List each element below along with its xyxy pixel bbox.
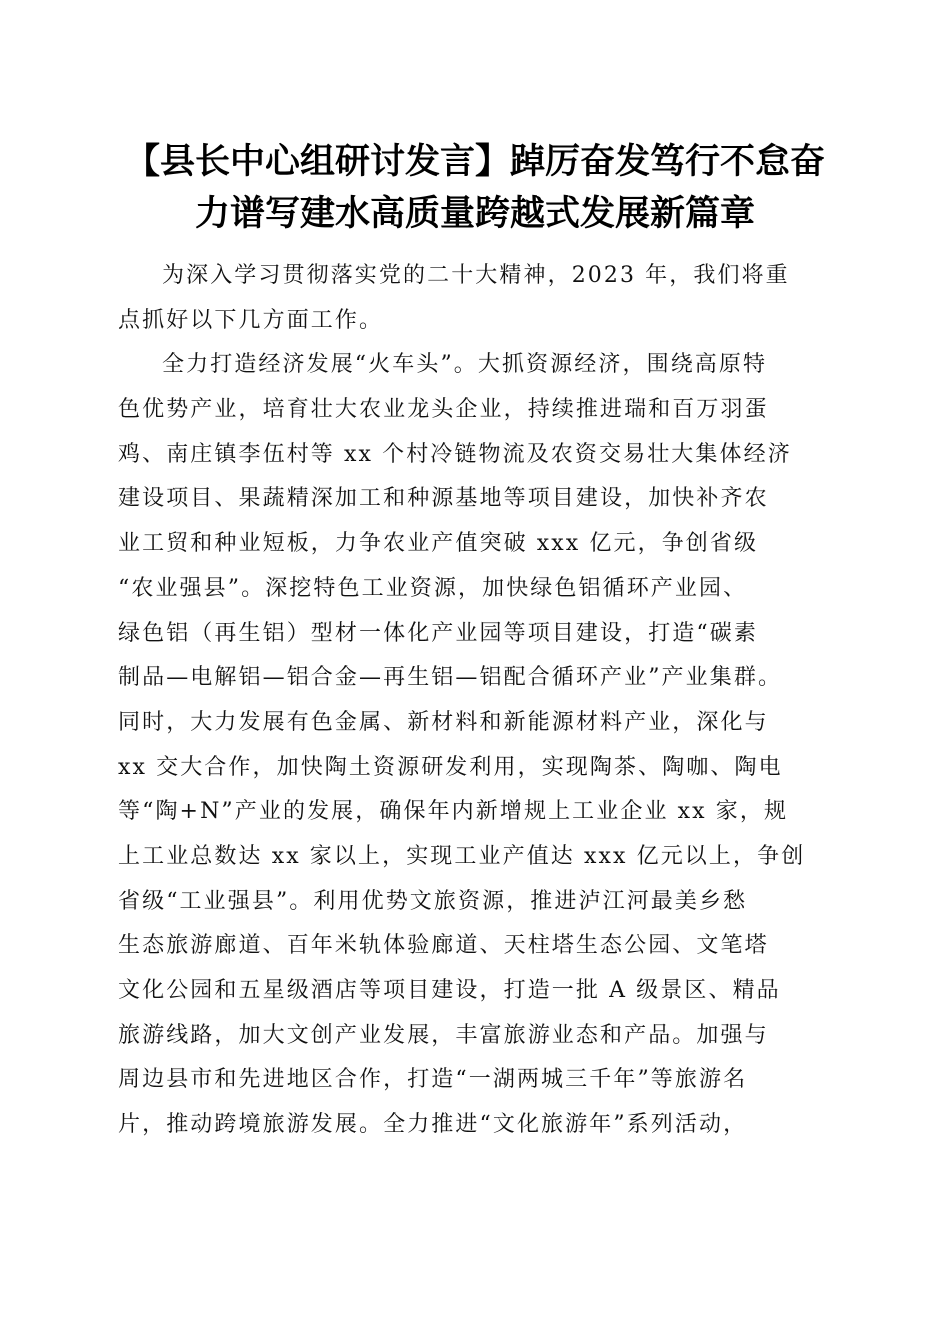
text-line: 为深入学习贯彻落实党的二十大精神，2023 年，我们将重 xyxy=(162,263,790,288)
text-line: 省级“工业强县”。利用优势文旅资源，推进泸江河最美乡愁 xyxy=(118,888,748,914)
text-line: 色优势产业，培育壮大农业龙头企业，持续推进瑞和百万羽蛋 xyxy=(118,397,769,423)
paragraph-intro xyxy=(118,254,834,343)
text-line: xx 交大合作，加快陶土资源研发利用，实现陶茶、陶咖、陶电 xyxy=(118,754,783,780)
document-body xyxy=(118,254,834,1148)
title-line: 力谱写建水高质量跨越式发展新篇章 xyxy=(194,193,755,234)
text-line: 周边县市和先进地区合作，打造“一湖两城三千年”等旅游名 xyxy=(118,1067,748,1093)
text-line: 点抓好以下几方面工作。 xyxy=(118,307,384,333)
text-line: 业工贸和种业短板，力争农业产值突破 xxx 亿元，争创省级 xyxy=(118,531,759,557)
text-line: 上工业总数达 xx 家以上，实现工业产值达 xxx 亿元以上，争创 xyxy=(118,843,806,869)
text-line: 生态旅游廊道、百年米轨体验廊道、天柱塔生态公园、文笔塔 xyxy=(118,933,769,959)
text-line: 同时，大力发展有色金属、新材料和新能源材料产业，深化与 xyxy=(118,709,769,735)
text-line: 绿色铝（再生铝）型材一体化产业园等项目建设，打造“碳素 xyxy=(118,620,758,646)
text-line: 等“陶+N”产业的发展，确保年内新增规上工业企业 xx 家，规 xyxy=(118,799,789,825)
paragraph-economy xyxy=(118,343,834,1147)
text-line: 旅游线路，加大文创产业发展，丰富旅游业态和产品。加强与 xyxy=(118,1022,769,1048)
text-line: “农业强县”。深挖特色工业资源，加快绿色铝循环产业园、 xyxy=(118,575,748,601)
text-line: 建设项目、果蔬精深加工和种源基地等项目建设，加快补齐农 xyxy=(118,486,769,512)
text-line: 全力打造经济发展“火车头”。大抓资源经济，围绕高原特 xyxy=(162,352,768,378)
document-title xyxy=(100,136,850,240)
text-line: 制品—电解铝—铝合金—再生铝—铝配合循环产业”产业集群。 xyxy=(118,665,783,691)
text-line: 鸡、南庄镇李伍村等 xx 个村冷链物流及农资交易壮大集体经济 xyxy=(118,441,792,467)
text-line: 文化公园和五星级酒店等项目建设，打造一批 A 级景区、精品 xyxy=(118,978,781,1003)
text-line: 片，推动跨境旅游发展。全力推进“文化旅游年”系列活动， xyxy=(118,1112,748,1138)
title-line: 【县长中心组研讨发言】踔厉奋发笃行不怠奋 xyxy=(124,141,825,182)
